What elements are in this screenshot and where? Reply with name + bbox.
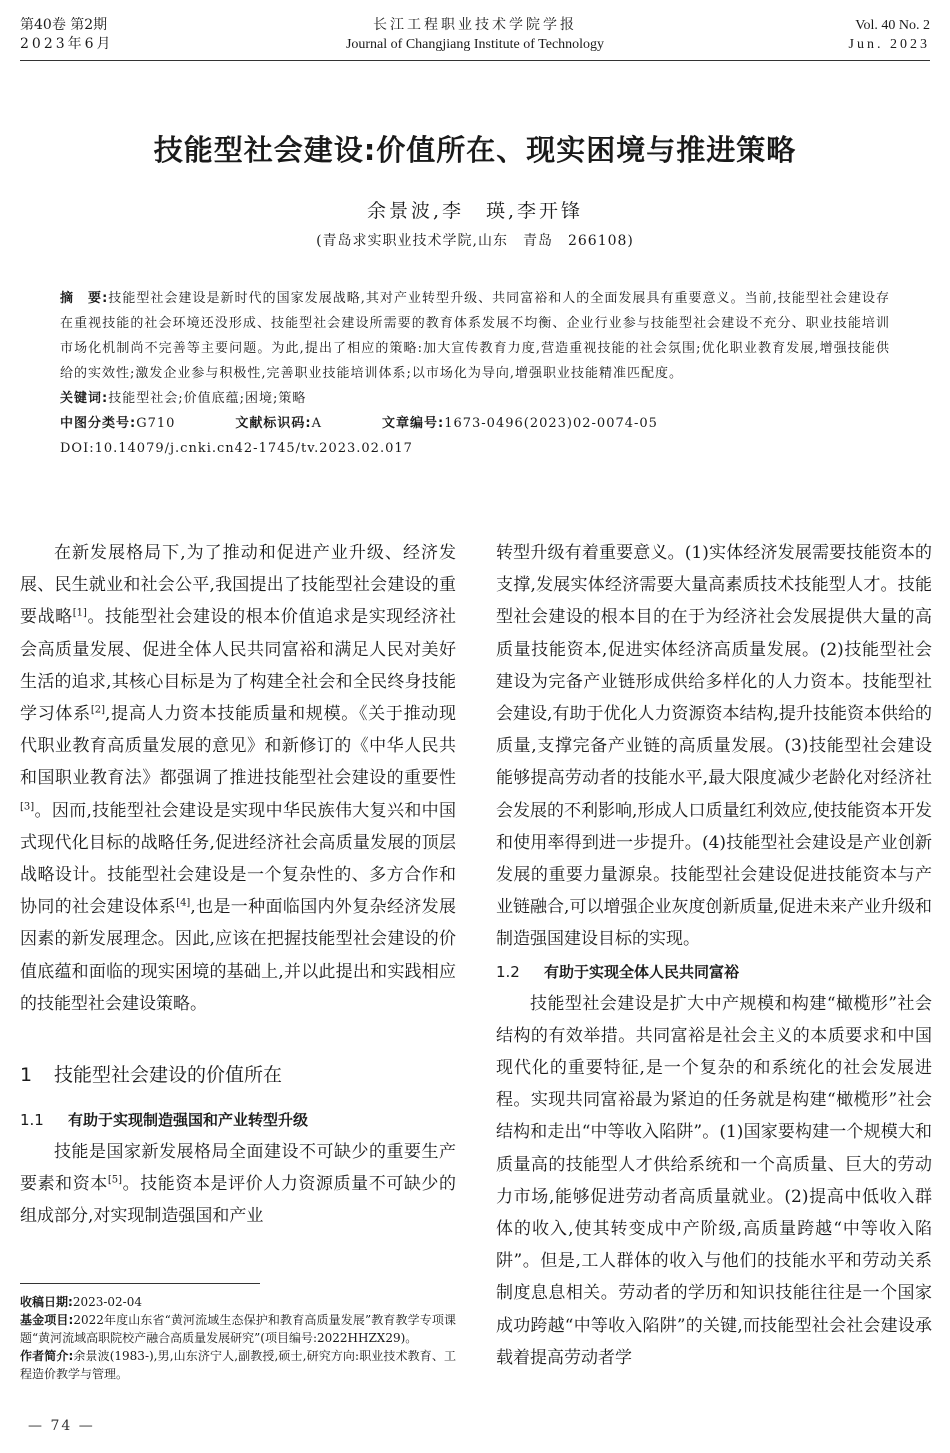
- keywords-label: 关键词:: [60, 391, 109, 406]
- citation-ref: [2]: [90, 704, 105, 716]
- journal-name-en: Journal of Changjiang Institute of Technology: [345, 37, 605, 52]
- clc-label: 中图分类号:: [60, 416, 137, 431]
- subsection-heading-1-2: 1.2 有助于实现全体人民共同富裕: [496, 962, 740, 981]
- section-heading-1: 1 技能型社会建设的价值所在: [20, 1064, 283, 1087]
- author-bio: 作者简介:余景波(1983-),男,山东济宁人,副教授,硕士,研究方向:职业技术教育、工程造价教学与管理。: [20, 1349, 456, 1381]
- body-column-right: [496, 537, 932, 1374]
- date-en: Jun. 2023: [848, 37, 930, 52]
- subsection-heading-1-1: 1.1 有助于实现制造强国和产业转型升级: [20, 1111, 309, 1130]
- header-center: [20, 16, 930, 54]
- keywords-text: 技能型社会;价值底蕴;困境;策略: [108, 391, 307, 406]
- doccode-value: A: [311, 416, 322, 431]
- journal-name-cn: 长江工程职业技术学院学报: [373, 17, 577, 33]
- header-right: [849, 16, 930, 54]
- section-1-1-continued: 转型升级有着重要意义。(1)实体经济发展需要技能资本的支撑,发展实体经济需要大量高素质技术技能型人才。技能型社会建设的根本目的在于为经济社会发展提供大量的高质量技能资本,促进实体经济高质量发展。(2)技能型社会建设为完备产业链形成供给多样化的人力资本。技能型社会建设,有助于优化人力资源资本结构,提升技能资本供给的质量,支撑完备产业链的高质量发展。(3)技能型社会建设能够提高劳动者的技能水平,最大限度减少老龄化对经济社会发展的不利影响,形成人口质量红利效应,使技能资本开发和使用率得到进一步提升。(4)技能型社会建设是产业创新发展的重要力量源泉。技能型社会建设促进技能资本与产业链融合,可以增强企业灰度创新质量,促进未来产业升级和制造强国建设目标的实现。: [496, 543, 932, 950]
- citation-ref: [3]: [20, 800, 35, 812]
- running-header: [20, 16, 930, 56]
- intro-paragraph: 在新发展格局下,为了推动和促进产业升级、经济发展、民生就业和社会公平,我国提出了技能型社会建设的重要战略[1]。技能型社会建设的根本价值追求是实现经济社会高质量发展、促进全体人民共同富裕和满足人民对美好生活的追求,其核心目标是为了构建全社会和全民终身技能学习体系[2],提高人力资本技能质量和规模。《关于推动现代职业教育高质量发展的意见》和新修订的《中华人民共和国职业教育法》都强调了推进技能型社会建设的重要性[3]。因而,技能型社会建设是实现中华民族伟大复兴和中国式现代化目标的战略任务,促进经济社会高质量发展的顶层战略设计。技能型社会建设是一个复杂性的、多方合作和协同的社会建设体系[4],也是一种面临国内外复杂经济发展因素的新发展理念。因此,应该在把握技能型社会建设的价值底蕴和面临的现实困境的基础上,并以此提出和实践相应的技能型社会建设策略。: [20, 543, 457, 1014]
- article-title: 技能型社会建设:价值所在、现实困境与推进策略: [153, 133, 797, 167]
- keywords: [60, 386, 890, 411]
- header-divider: [20, 60, 930, 61]
- volume-issue-en: Vol. 40 No. 2: [855, 18, 930, 33]
- abstract-block: [60, 286, 890, 461]
- abstract: [60, 286, 890, 386]
- section-1-1-paragraph: 技能是国家新发展格局全面建设不可缺少的重要生产要素和资本[5]。技能资本是评价人力资源质量不可缺少的组成部分,对实现制造强国和产业: [20, 1142, 457, 1227]
- citation-ref: [1]: [72, 607, 87, 619]
- page-number: — 74 —: [28, 1418, 95, 1434]
- section-1-2-paragraph: 技能型社会建设是扩大中产规模和构建“橄榄形”社会结构的有效举措。共同富裕是社会主义的本质要求和中国现代化的重要特征,是一个复杂的和系统化的社会发展进程。实现共同富裕最为紧迫的任务就是构建“橄榄形”社会结构和走出“中等收入陷阱”。(1)国家要构建一个规模大和质量高的技能型人才供给系统和一个高质量、巨大的劳动力市场,能够促进劳动者高质量就业。(2)提高中低收入群体的收入,使其转变成中产阶级,高质量跨越“中等收入陷阱”。但是,工人群体的收入与他们的技能水平和劳动关系制度息息相关。劳动者的学历和知识技能往往是一个国家成功跨越“中等收入陷阱”的关键,而技能型社会社会建设承载着提高劳动者学: [496, 993, 932, 1368]
- footnote-divider: [20, 1283, 260, 1284]
- doi: DOI:10.14079/j.cnki.cn42-1745/tv.2023.02.017: [60, 441, 413, 456]
- classification-line: [60, 411, 890, 436]
- date-cn: 2023年6月: [20, 36, 114, 52]
- volume-issue-cn: 第40卷 第2期: [20, 17, 108, 33]
- citation-ref: [4]: [176, 897, 191, 909]
- abstract-text: 技能型社会建设是新时代的国家发展战略,其对产业转型升级、共同富裕和人的全面发展具有重要意义。当前,技能型社会建设存在重视技能的社会环境还没形成、技能型社会建设所需要的教育体系发展不均衡、企业行业参与技能型社会建设不充分、职业技能培训市场化机制尚不完善等主要问题。为此,提出了相应的策略:加大宣传教育力度,营造重视技能的社会氛围;优化职业教育发展,增强技能供给的实效性;激发企业参与积极性,完善职业技能培训体系;以市场化为导向,增强职业技能精准匹配度。: [60, 291, 891, 381]
- article-number-value: 1673-0496(2023)02-0074-05: [444, 416, 658, 431]
- fund-info: 基金项目:2022年度山东省“黄河流域生态保护和教育高质量发展”教育教学专项课题“黄河流域高职院校产融合高质量发展研究”(项目编号:2022HHZX29)。: [20, 1313, 456, 1345]
- clc-value: G710: [136, 416, 176, 431]
- received-date: 收稿日期:2023-02-04: [20, 1295, 142, 1309]
- doccode-label: 文献标识码:: [235, 416, 312, 431]
- footnotes: [20, 1293, 456, 1383]
- author-affiliation: (青岛求实职业技术学院,山东 青岛 266108): [316, 233, 634, 249]
- body-column-left: [20, 537, 456, 1233]
- abstract-label: 摘 要:: [60, 291, 109, 306]
- article-number-label: 文章编号:: [382, 416, 445, 431]
- citation-ref: [5]: [107, 1174, 123, 1186]
- article-authors: 余景波,李 瑛,李开锋: [366, 200, 584, 222]
